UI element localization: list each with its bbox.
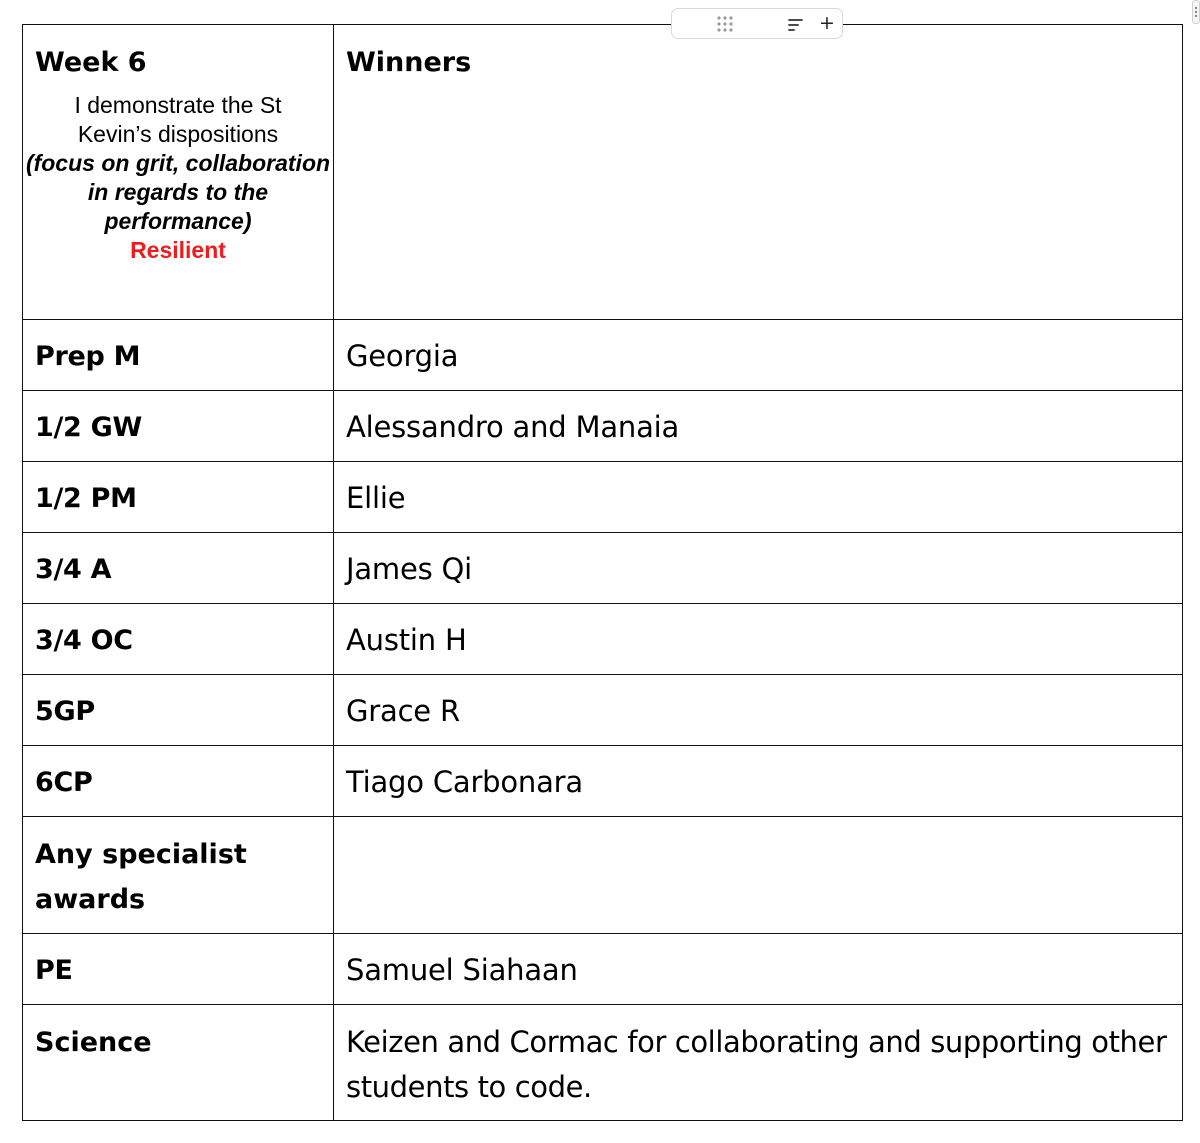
specialist-heading-cell[interactable] [23, 817, 334, 934]
class-label: 3/4 A [35, 554, 112, 585]
class-label: 3/4 OC [35, 625, 133, 656]
winner-name: Austin H [346, 623, 467, 657]
winner-cell[interactable] [334, 746, 1183, 817]
class-cell[interactable] [23, 462, 334, 533]
awards-table [22, 24, 1183, 1121]
class-label: Prep M [35, 341, 141, 372]
table-row [23, 533, 1183, 604]
specialist-value-cell[interactable] [334, 817, 1183, 934]
table-row [23, 604, 1183, 675]
header-winners-cell[interactable] [334, 25, 1183, 320]
winner-cell[interactable] [334, 604, 1183, 675]
winner-name: Keizen and Cormac for collaborating and supporting other students to code. [346, 1025, 1167, 1104]
class-cell[interactable] [23, 604, 334, 675]
class-label: 1/2 GW [35, 412, 142, 443]
winner-name: Georgia [346, 339, 459, 373]
class-label: 1/2 PM [35, 483, 137, 514]
subject-label: PE [35, 955, 73, 986]
winner-cell[interactable] [334, 1005, 1183, 1121]
sort-lines-icon[interactable] [788, 17, 804, 33]
winner-name: Samuel Siahaan [346, 953, 578, 987]
winner-name: Tiago Carbonara [346, 765, 583, 799]
winner-cell[interactable] [334, 391, 1183, 462]
table-toolbar [671, 8, 843, 39]
winner-cell[interactable] [334, 462, 1183, 533]
header-row [23, 25, 1183, 320]
focus-text: (focus on grit, collaboration in regards to the performance) [25, 150, 331, 234]
vertical-dots-icon [1194, 6, 1198, 18]
winner-name: James Qi [346, 552, 473, 586]
table-row [23, 320, 1183, 391]
specialist-heading-row [23, 817, 1183, 934]
specialist-value [334, 817, 1182, 836]
subject-cell[interactable] [23, 934, 334, 1005]
subject-label: Science [35, 1027, 152, 1058]
winner-cell[interactable] [334, 533, 1183, 604]
winner-name: Grace R [346, 694, 460, 728]
class-cell[interactable] [23, 391, 334, 462]
table-row [23, 675, 1183, 746]
table-row [23, 1005, 1183, 1121]
winner-cell[interactable] [334, 934, 1183, 1005]
winner-cell[interactable] [334, 320, 1183, 391]
specialist-heading: Any specialist awards [35, 839, 247, 915]
class-label: 5GP [35, 696, 95, 727]
class-label: 6CP [35, 767, 93, 798]
winners-column-title: Winners [346, 47, 472, 78]
table-row [23, 391, 1183, 462]
winner-name: Ellie [346, 481, 406, 515]
winner-cell[interactable] [334, 675, 1183, 746]
table-row [23, 746, 1183, 817]
table-row [23, 462, 1183, 533]
class-cell[interactable] [23, 675, 334, 746]
description-line-2: Kevin’s dispositions [77, 121, 279, 147]
header-week-cell[interactable] [23, 25, 334, 320]
winner-name: Alessandro and Manaia [346, 410, 680, 444]
disposition-label: Resilient [130, 237, 226, 263]
class-cell[interactable] [23, 533, 334, 604]
side-handle[interactable] [1192, 0, 1200, 24]
class-cell[interactable] [23, 746, 334, 817]
class-cell[interactable] [23, 320, 334, 391]
week-title: Week 6 [35, 47, 147, 78]
grip-dots-icon[interactable] [716, 15, 734, 33]
week-description [23, 80, 333, 265]
description-line-1: I demonstrate the St [74, 92, 282, 118]
table-row [23, 934, 1183, 1005]
add-icon[interactable]: + [819, 12, 835, 34]
subject-cell[interactable] [23, 1005, 334, 1121]
